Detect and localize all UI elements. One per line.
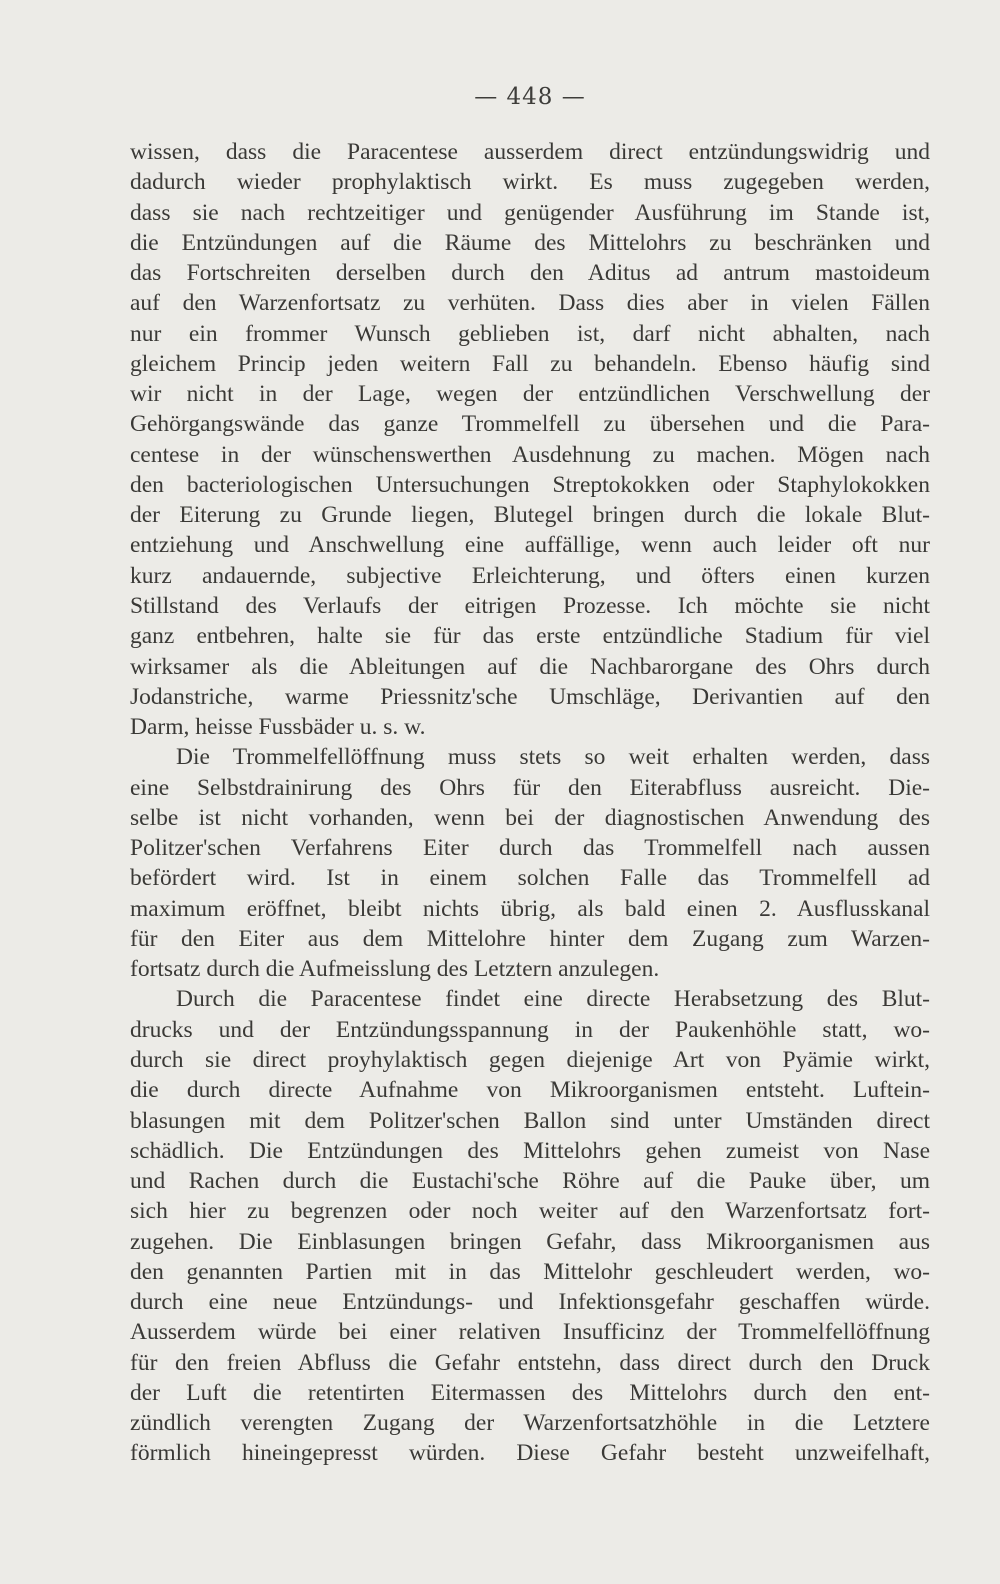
- text-line: gleichem Princip jeden weitern Fall zu behandeln. Ebenso häufig sind: [130, 350, 930, 377]
- text-line: sich hier zu begrenzen oder noch weiter auf den Warzenfortsatz fort-: [130, 1198, 930, 1225]
- text-line: drucks und der Entzündungsspannung in der Paukenhöhle statt, wo-: [130, 1016, 930, 1043]
- text-line: auf den Warzenfortsatz zu verhüten. Dass dies aber in vielen Fällen: [130, 290, 930, 317]
- text-line: die Entzündungen auf die Räume des Mittelohrs zu beschränken und: [130, 229, 930, 256]
- body-text: [130, 137, 930, 1469]
- text-line: Durch die Paracentese findet eine directe Herabsetzung des Blut-: [176, 986, 930, 1013]
- text-line: die durch directe Aufnahme von Mikroorganismen entsteht. Luftein-: [130, 1077, 930, 1104]
- text-line: nur ein frommer Wunsch geblieben ist, darf nicht abhalten, nach: [130, 320, 930, 347]
- text-line: selbe ist nicht vorhanden, wenn bei der diagnostischen Anwendung des: [130, 804, 930, 831]
- text-line: zugehen. Die Einblasungen bringen Gefahr, dass Mikroorganismen aus: [130, 1228, 930, 1255]
- page-number: — 448 —: [474, 84, 586, 110]
- text-line: wissen, dass die Paracentese ausserdem direct entzündungswidrig und: [130, 139, 930, 165]
- text-line: den bacteriologischen Untersuchungen Streptokokken oder Staphylokokken: [130, 471, 930, 498]
- text-line: befördert wird. Ist in einem solchen Falle das Trommelfell ad: [130, 865, 930, 892]
- text-line: ganz entbehren, halte sie für das erste entzündliche Stadium für viel: [130, 623, 930, 650]
- text-line: eine Selbstdrainirung des Ohrs für den Eiterabfluss ausreicht. Die-: [130, 774, 930, 801]
- text-line: der Eiterung zu Grunde liegen, Blutegel bringen durch die lokale Blut-: [130, 502, 930, 529]
- text-line: Stillstand des Verlaufs der eitrigen Prozesse. Ich möchte sie nicht: [130, 592, 930, 619]
- text-line: dass sie nach rechtzeitiger und genügender Ausführung im Stande ist,: [130, 199, 930, 226]
- text-line: dadurch wieder prophylaktisch wirkt. Es muss zugegeben werden,: [130, 169, 930, 196]
- text-line: für den Eiter aus dem Mittelohre hinter dem Zugang zum Warzen-: [130, 925, 930, 952]
- text-line: zündlich verengten Zugang der Warzenfortsatzhöhle in die Letztere: [130, 1410, 930, 1437]
- text-line: förmlich hineingepresst würden. Diese Gefahr besteht unzweifelhaft,: [130, 1440, 930, 1467]
- text-line: den genannten Partien mit in das Mittelohr geschleudert werden, wo-: [130, 1258, 930, 1285]
- text-line: entziehung und Anschwellung eine auffällige, wenn auch leider oft nur: [130, 532, 930, 559]
- text-line: blasungen mit dem Politzer'schen Ballon sind unter Umständen direct: [130, 1107, 930, 1134]
- text-line: wir nicht in der Lage, wegen der entzündlichen Verschwellung der: [130, 381, 930, 408]
- text-line: und Rachen durch die Eustachi'sche Röhre auf die Pauke über, um: [130, 1168, 930, 1195]
- text-line: Darm, heisse Fussbäder u. s. w.: [130, 714, 426, 741]
- text-line: kurz andauernde, subjective Erleichterung, und öfters einen kurzen: [130, 562, 930, 589]
- text-line: durch sie direct proyhylaktisch gegen diejenige Art von Pyämie wirkt,: [130, 1046, 930, 1073]
- text-line: Politzer'schen Verfahrens Eiter durch das Trommelfell nach aussen: [130, 835, 930, 862]
- text-line: maximum eröffnet, bleibt nichts übrig, als bald einen 2. Ausflusskanal: [130, 895, 930, 922]
- text-line: Die Trommelfellöffnung muss stets so weit erhalten werden, dass: [176, 744, 930, 771]
- text-line: Jodanstriche, warme Priessnitz'sche Umschläge, Derivantien auf den: [130, 683, 930, 710]
- text-line: das Fortschreiten derselben durch den Aditus ad antrum mastoideum: [130, 260, 930, 287]
- text-line: für den freien Abfluss die Gefahr entstehn, dass direct durch den Druck: [130, 1349, 930, 1376]
- text-line: fortsatz durch die Aufmeisslung des Letztern anzulegen.: [130, 956, 660, 983]
- text-line: wirksamer als die Ableitungen auf die Nachbarorgane des Ohrs durch: [130, 653, 930, 680]
- text-line: Gehörgangswände das ganze Trommelfell zu übersehen und die Para-: [130, 411, 930, 438]
- text-line: der Luft die retentirten Eitermassen des Mittelohrs durch den ent-: [130, 1379, 930, 1406]
- text-line: centese in der wünschenswerthen Ausdehnung zu machen. Mögen nach: [130, 441, 930, 468]
- text-line: schädlich. Die Entzündungen des Mittelohrs gehen zumeist von Nase: [130, 1137, 930, 1164]
- text-line: Ausserdem würde bei einer relativen Insufficinz der Trommelfellöffnung: [130, 1319, 930, 1346]
- text-line: durch eine neue Entzündungs- und Infektionsgefahr geschaffen würde.: [130, 1289, 930, 1316]
